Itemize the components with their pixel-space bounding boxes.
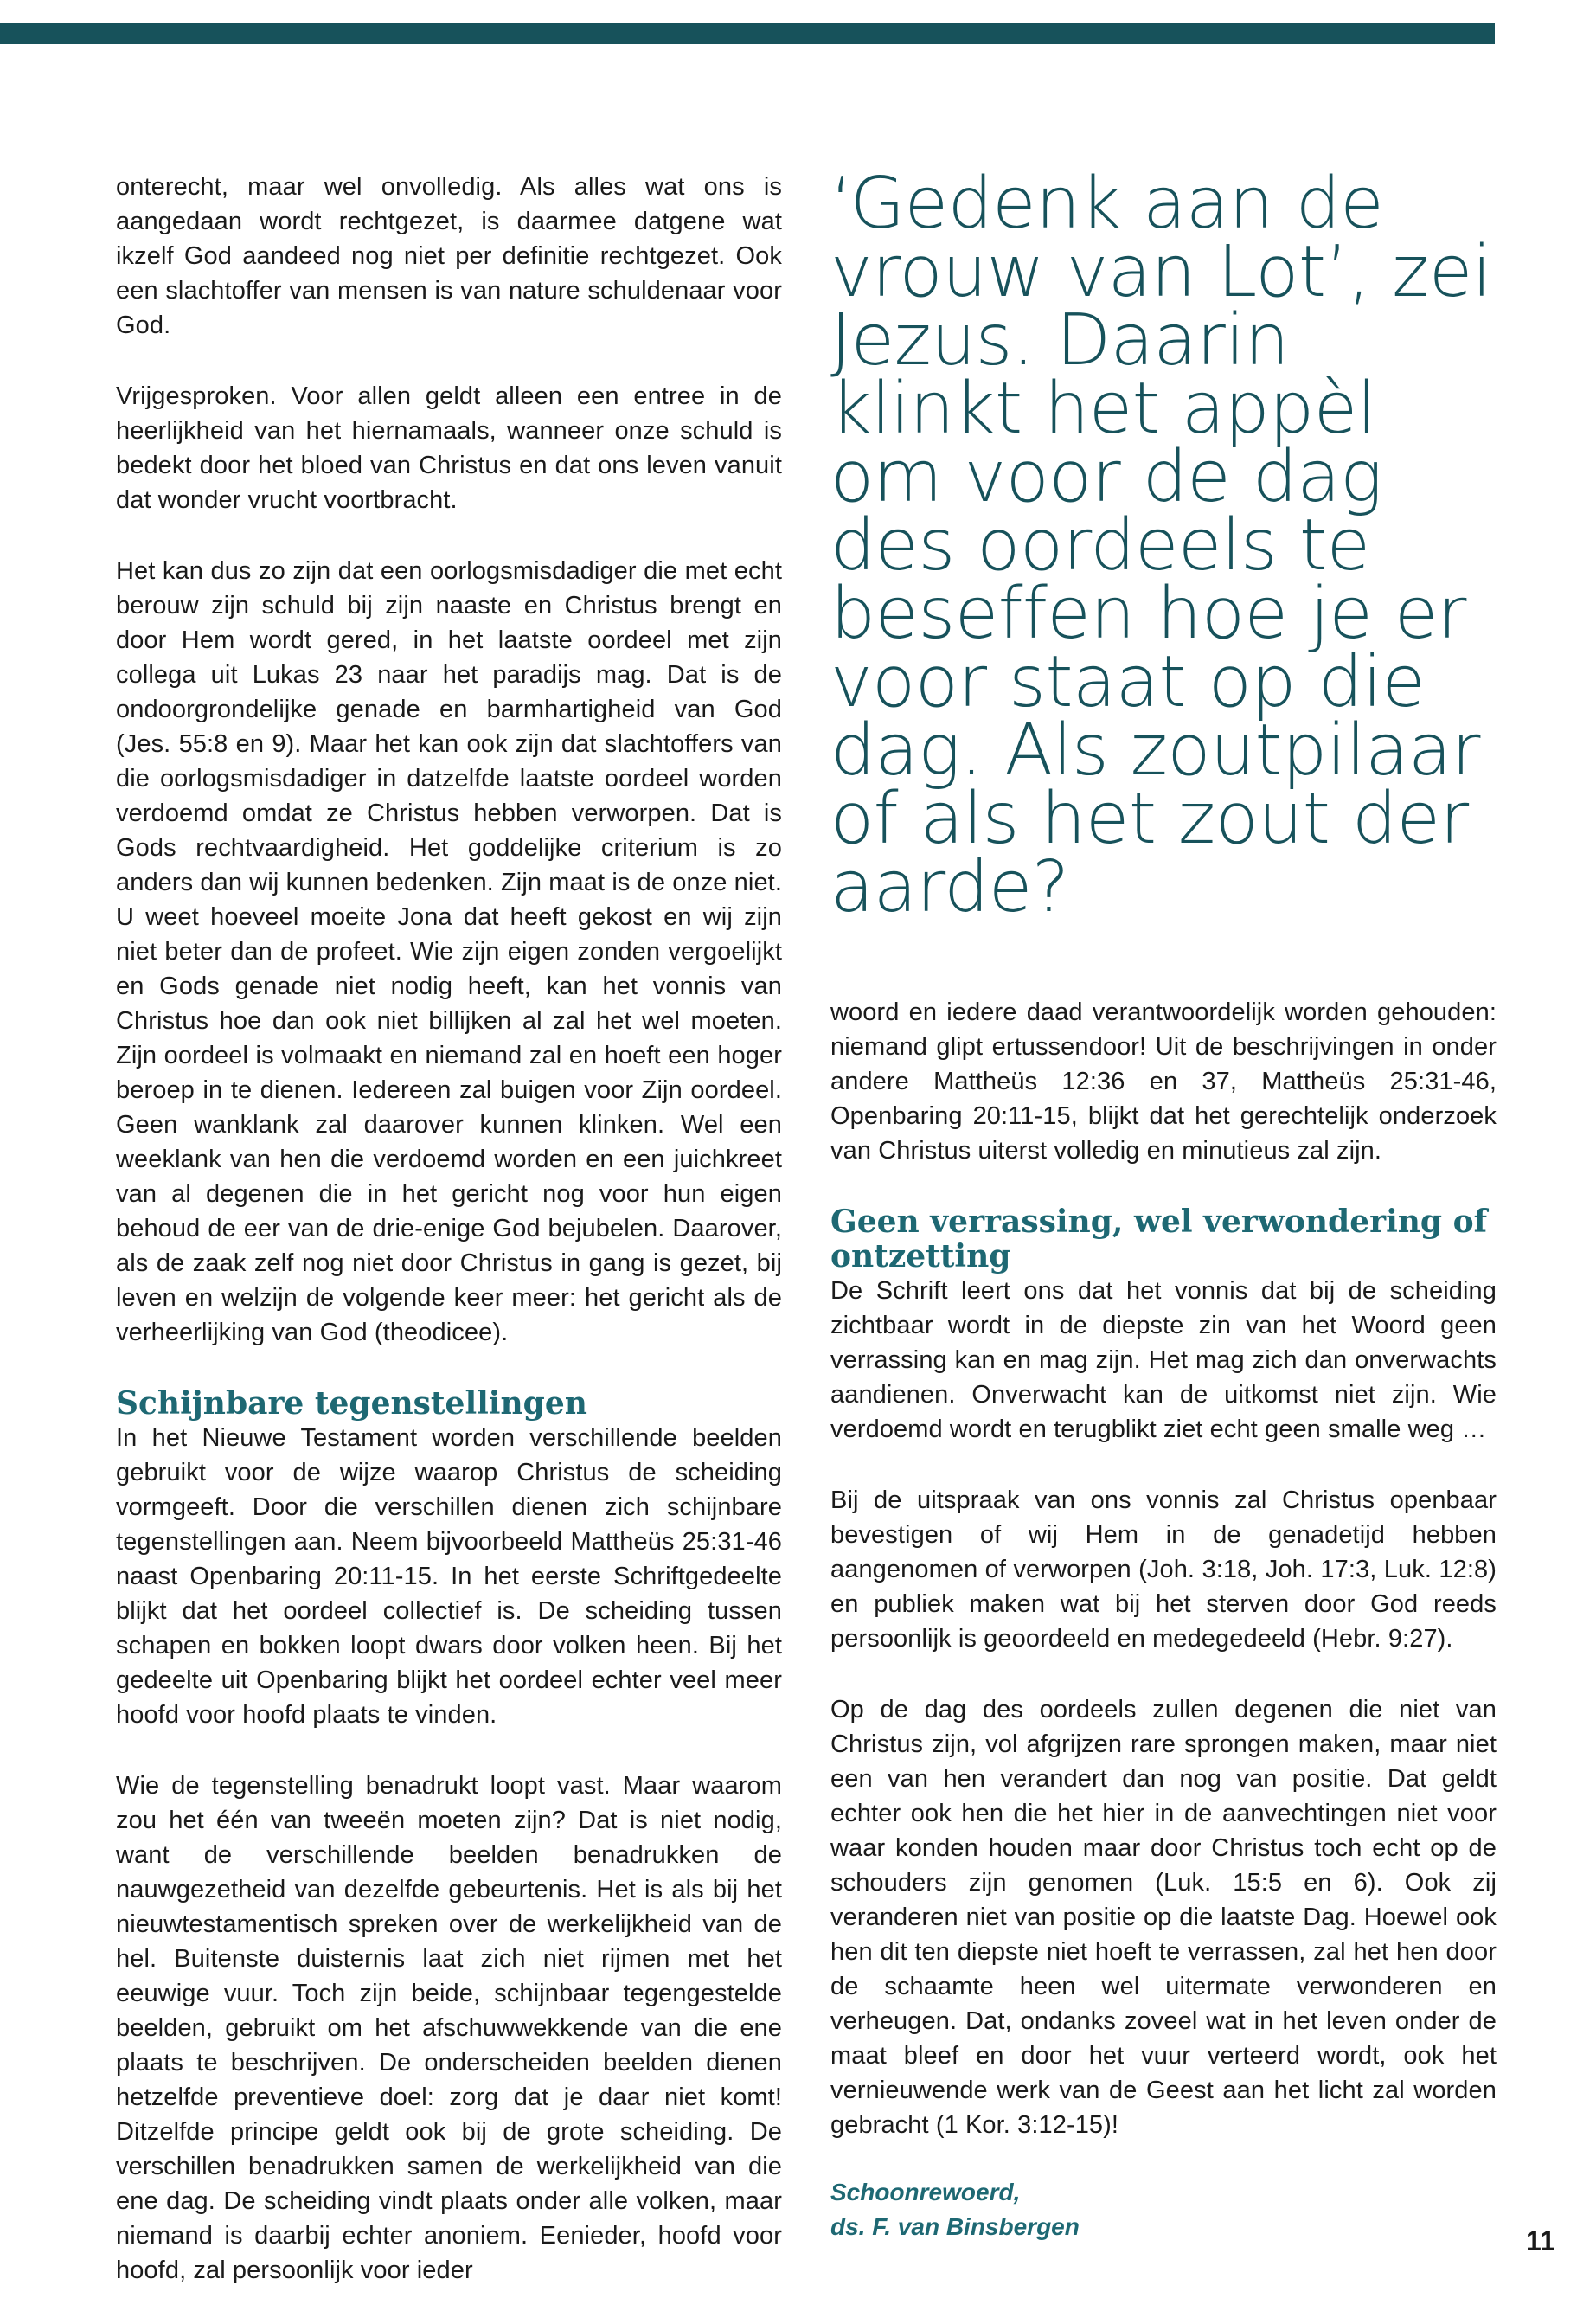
left-paragraph-1: onterecht, maar wel onvolledig. Als alles wat ons is aangedaan wordt rechtgezet, is daarmee datgene wat ikzelf God aandeed nog niet per definitie rechtgezet. Ook een slachtoffer van mensen is van nature schuldenaar voor God. [116, 173, 782, 339]
page-number: 11 [1526, 2225, 1555, 2257]
signoff-author: ds. F. van Binsbergen [830, 2213, 1080, 2240]
right-column [830, 163, 1497, 2244]
pull-quote [830, 163, 1497, 928]
header-accent-bar [0, 23, 1495, 44]
signoff-place: Schoonrewoerd, [830, 2179, 1021, 2205]
left-column [116, 170, 782, 2324]
section-heading-geen-verrassing: Geen verrassing, wel verwondering of ontzetting [830, 1204, 1488, 1274]
pull-quote-text: ‘Gedenk aan de vrouw van Lot’, zei Jezus. Daarin klinkt het appèl om voor de dag des oordeels te beseffen hoe je er voor staat op die dag. Als zoutpilaar of als het zout der aarde? [830, 163, 1492, 928]
right-paragraph-1: woord en iedere daad verantwoordelijk worden gehouden: niemand glipt ertussendoor! Uit de beschrijvingen in onder andere Mattheüs 12:36 en 37, Mattheüs 25:31-46, Openbaring 20:11-15, blijkt dat het gerechtelijk onderzoek van Christus uiterst volledig en minutieus zal zijn. [830, 998, 1497, 1165]
left-paragraph-3: Het kan dus zo zijn dat een oorlogsmisdadiger die met echt berouw zijn schuld bij zijn naaste en Christus brengt en door Hem wordt gered, in het laatste oordeel met zijn collega uit Lukas 23 naar het paradijs mag. Dat is de ondoorgrondelijke genade en barmhartigheid van God (Jes. 55:8 en 9). Maar het kan ook zijn dat slachtoffers van die oorlogsmisdadiger in datzelfde laatste oordeel worden verdoemd omdat ze Christus hebben verworpen. Dat is Gods rechtvaardigheid. Het goddelijke criterium is zo anders dan wij kunnen bedenken. Zijn maat is de onze niet. U weet hoeveel moeite Jona dat heeft gekost en wij zijn niet beter dan de profeet. Wie zijn eigen zonden vergoelijkt en Gods genade niet nodig heeft, kan het vonnis van Christus hoe dan ook niet billijken al zal het wel moeten. Zijn oordeel is volmaakt en niemand zal en hoeft een hoger beroep in te dienen. Iedereen zal buigen voor Zijn oordeel. Geen wanklank zal daarover kunnen klinken. Wel een weeklank van hen die verdoemd worden en een juichkreet van al degenen die in het gericht nog voor hun eigen behoud de eer van de drie-enige God bejubelen. Daarover, als de zaak zelf nog niet door Christus in gang is gezet, bij leven en welzijn de volgende keer meer: het gericht als de verheerlijking van God (theodicee). [116, 557, 782, 1346]
right-paragraph-2: De Schrift leert ons dat het vonnis dat bij de scheiding zichtbaar wordt in de diepste zin van het Woord geen verrassing kan en mag zijn. Het mag zich dan onverwachts aandienen. Onverwacht kan de uitkomst niet zijn. Wie verdoemd wordt en terugblikt ziet echt geen smalle weg … [830, 1277, 1497, 1443]
left-paragraph-5: Wie de tegenstelling benadrukt loopt vast. Maar waarom zou het één van tweeën moeten zijn? Dat is niet nodig, want de verschillende beelden benadrukken de nauwgezetheid van dezelfde gebeurtenis. Het is als bij het nieuwtestamentisch spreken over de werkelijkheid van de hel. Buitenste duisternis laat zich niet rijmen met het eeuwige vuur. Toch zijn beide, schijnbaar tegengestelde beelden, gebruikt om het afschuwwekkende van die ene plaats te beschrijven. De onderscheiden beelden dienen hetzelfde preventieve doel: zorg dat je daar niet komt! Ditzelfde principe geldt ook bij de grote scheiding. De verschillen benadrukken samen de werkelijkheid van die ene dag. De scheiding vindt plaats onder alle volken, maar niemand is daarbij echter anoniem. Eenieder, hoofd voor hoofd, zal persoonlijk voor ieder [116, 1772, 782, 2284]
right-paragraph-3: Bij de uitspraak van ons vonnis zal Christus openbaar bevestigen of wij Hem in de genadetijd hebben aangenomen of verworpen (Joh. 3:18, Joh. 17:3, Luk. 12:8) en publiek maken wat bij het sterven door God reeds persoonlijk is geoordeeld en medegedeeld (Hebr. 9:27). [830, 1486, 1497, 1653]
author-signoff [830, 2175, 1497, 2244]
left-paragraph-2: Vrijgesproken. Voor allen geldt alleen een entree in de heerlijkheid van het hiernamaals, wanneer onze schuld is bedekt door het bloed van Christus en dat ons leven vanuit dat wonder vrucht voortbracht. [116, 382, 782, 514]
left-paragraph-4: In het Nieuwe Testament worden verschillende beelden gebruikt voor de wijze waarop Christus de scheiding vormgeeft. Door die verschillen dienen zich schijnbare tegenstellingen aan. Neem bijvoorbeeld Mattheüs 25:31-46 naast Openbaring 20:11-15. In het eerste Schriftgedeelte blijkt dat het oordeel collectief is. De scheiding tussen schapen en bokken loopt dwars door volken heen. Bij het gedeelte uit Openbaring blijkt het oordeel echter veel meer hoofd voor hoofd plaats te vinden. [116, 1424, 782, 1729]
right-paragraph-4: Op de dag des oordeels zullen degenen die niet van Christus zijn, vol afgrijzen rare sprongen maken, maar niet een van hen verandert dan nog van positie. Dat geldt echter ook hen die het hier in de aanvechtingen niet voor waar konden houden maar door Christus toch echt op de schouders zijn genomen (Luk. 15:5 en 6). Ook zij veranderen niet van positie op die laatste Dag. Hoewel ook hen dit ten diepste niet hoeft te verrassen, zal het hen door de schaamte heen wel uitermate verwonderen en verheugen. Dat, ondanks zoveel wat in het leven onder de maat bleef en door het vuur verteerd wordt, ook het vernieuwende werk van de Geest aan het licht zal worden gebracht (1 Kor. 3:12-15)! [830, 1696, 1497, 2139]
section-heading-schijnbare: Schijnbare tegenstellingen [116, 1385, 587, 1422]
